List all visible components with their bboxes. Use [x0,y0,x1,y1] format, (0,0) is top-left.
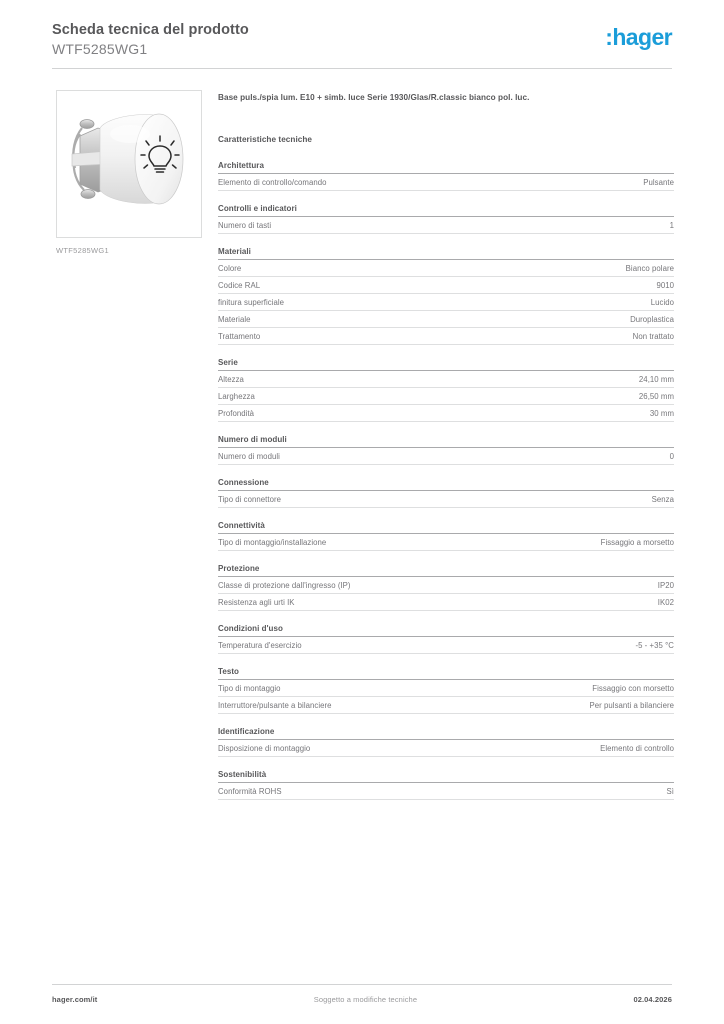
spec-row [218,260,674,277]
spec-row-label: Codice RAL [218,280,261,290]
spec-section-title: Materiali [218,247,674,260]
spec-row [218,491,674,508]
spec-row-value: Pulsante [643,177,674,187]
spec-row [218,294,674,311]
spec-section-title: Connettività [218,521,674,534]
spec-row-value: 24,10 mm [638,374,674,384]
page-title: Scheda tecnica del prodotto [52,22,249,38]
spec-row-value: Fissaggio con morsetto [592,683,674,693]
spec-row-label: Tipo di connettore [218,494,282,504]
spec-row [218,174,674,191]
product-description: Base puls./spia lum. E10 + simb. luce Serie 1930/Glas/R.classic bianco pol. luc. [218,93,530,102]
spec-section-title: Numero di moduli [218,435,674,448]
spec-row [218,577,674,594]
spec-row-label: Altezza [218,374,244,384]
spec-row-label: Trattamento [218,331,261,341]
spec-section [218,770,674,800]
spec-row-value: 9010 [656,280,674,290]
spec-sections [218,161,674,800]
spec-row [218,680,674,697]
product-image-column [56,90,204,255]
product-image-caption: WTF5285WG1 [56,246,110,255]
spec-row-label: finitura superficiale [218,297,285,307]
spec-row-value: IK02 [657,597,674,607]
spec-row [218,388,674,405]
spec-row [218,328,674,345]
spec-row-label: Tipo di montaggio/installazione [218,537,327,547]
spec-row-value: 1 [669,220,674,230]
spec-section [218,478,674,508]
spec-row-label: Materiale [218,314,251,324]
footer-date: 02.04.2026 [633,995,672,1004]
spec-row [218,697,674,714]
spec-section [218,247,674,345]
spec-row-value: Lucido [650,297,674,307]
spec-row [218,371,674,388]
spec-row [218,594,674,611]
spec-row-label: Temperatura d'esercizio [218,640,302,650]
spec-row-label: Profondità [218,408,255,418]
spec-row [218,740,674,757]
spec-section-title: Architettura [218,161,674,174]
spec-section-title: Protezione [218,564,674,577]
spec-section-heading: Caratteristiche tecniche [218,135,313,145]
spec-row [218,405,674,422]
spec-row-label: Numero di moduli [218,451,280,461]
spec-row-value: Bianco polare [625,263,674,273]
spec-row-value: 30 mm [649,408,674,418]
spec-row [218,217,674,234]
title-block [52,22,249,58]
footer-website[interactable]: hager.com/it [52,995,98,1004]
spec-row-value: -5 - +35 °C [635,640,674,650]
specifications-column [218,92,674,813]
spec-row-label: Tipo di montaggio [218,683,281,693]
spec-section-title: Condizioni d'uso [218,624,674,637]
spec-row [218,448,674,465]
product-image-frame [56,90,202,238]
spec-section [218,204,674,234]
spec-row [218,534,674,551]
spec-row-value: Per pulsanti a bilanciere [589,700,674,710]
spec-section [218,161,674,191]
spec-section-title: Connessione [218,478,674,491]
spec-row-value: Elemento di controllo [600,743,674,753]
spec-section [218,521,674,551]
spec-section-title: Testo [218,667,674,680]
footer-disclaimer: Soggetto a modifiche tecniche [313,995,418,1004]
spec-section [218,358,674,422]
spec-row-value: Senza [651,494,674,504]
spec-row-label: Classe di protezione dall'ingresso (IP) [218,580,351,590]
spec-section-title: Controlli e indicatori [218,204,674,217]
spec-row-label: Elemento di controllo/comando [218,177,327,187]
spec-row-label: Disposizione di montaggio [218,743,311,753]
page-header [52,22,672,58]
spec-section [218,564,674,611]
spec-row-label: Colore [218,263,242,273]
spec-section-title: Sostenibilità [218,770,674,783]
spec-row-value: Non trattato [632,331,674,341]
spec-section [218,624,674,654]
spec-row [218,637,674,654]
spec-row-value: Fissaggio a morsetto [600,537,674,547]
spec-section [218,435,674,465]
spec-section [218,727,674,757]
product-reference: WTF5285WG1 [52,41,148,58]
spec-row [218,277,674,294]
spec-row-label: Numero di tasti [218,220,272,230]
spec-row-value: 0 [669,451,674,461]
spec-row-label: Resistenza agli urti IK [218,597,295,607]
spec-row-value: 26,50 mm [638,391,674,401]
spec-section-title: Serie [218,358,674,371]
spec-section-title: Identificazione [218,727,674,740]
footer-divider [52,984,672,985]
page-footer [52,995,672,1004]
hager-logo: :hager [605,24,672,50]
spec-row-value: Sì [666,786,674,796]
spec-row-label: Conformità ROHS [218,786,282,796]
spec-row-value: Duroplastica [630,314,674,324]
spec-row-label: Larghezza [218,391,255,401]
spec-row [218,783,674,800]
spec-section [218,667,674,714]
product-photo [60,94,198,234]
spec-row-value: IP20 [657,580,674,590]
spec-row-label: Interruttore/pulsante a bilanciere [218,700,332,710]
header-divider [52,68,672,69]
spec-row [218,311,674,328]
